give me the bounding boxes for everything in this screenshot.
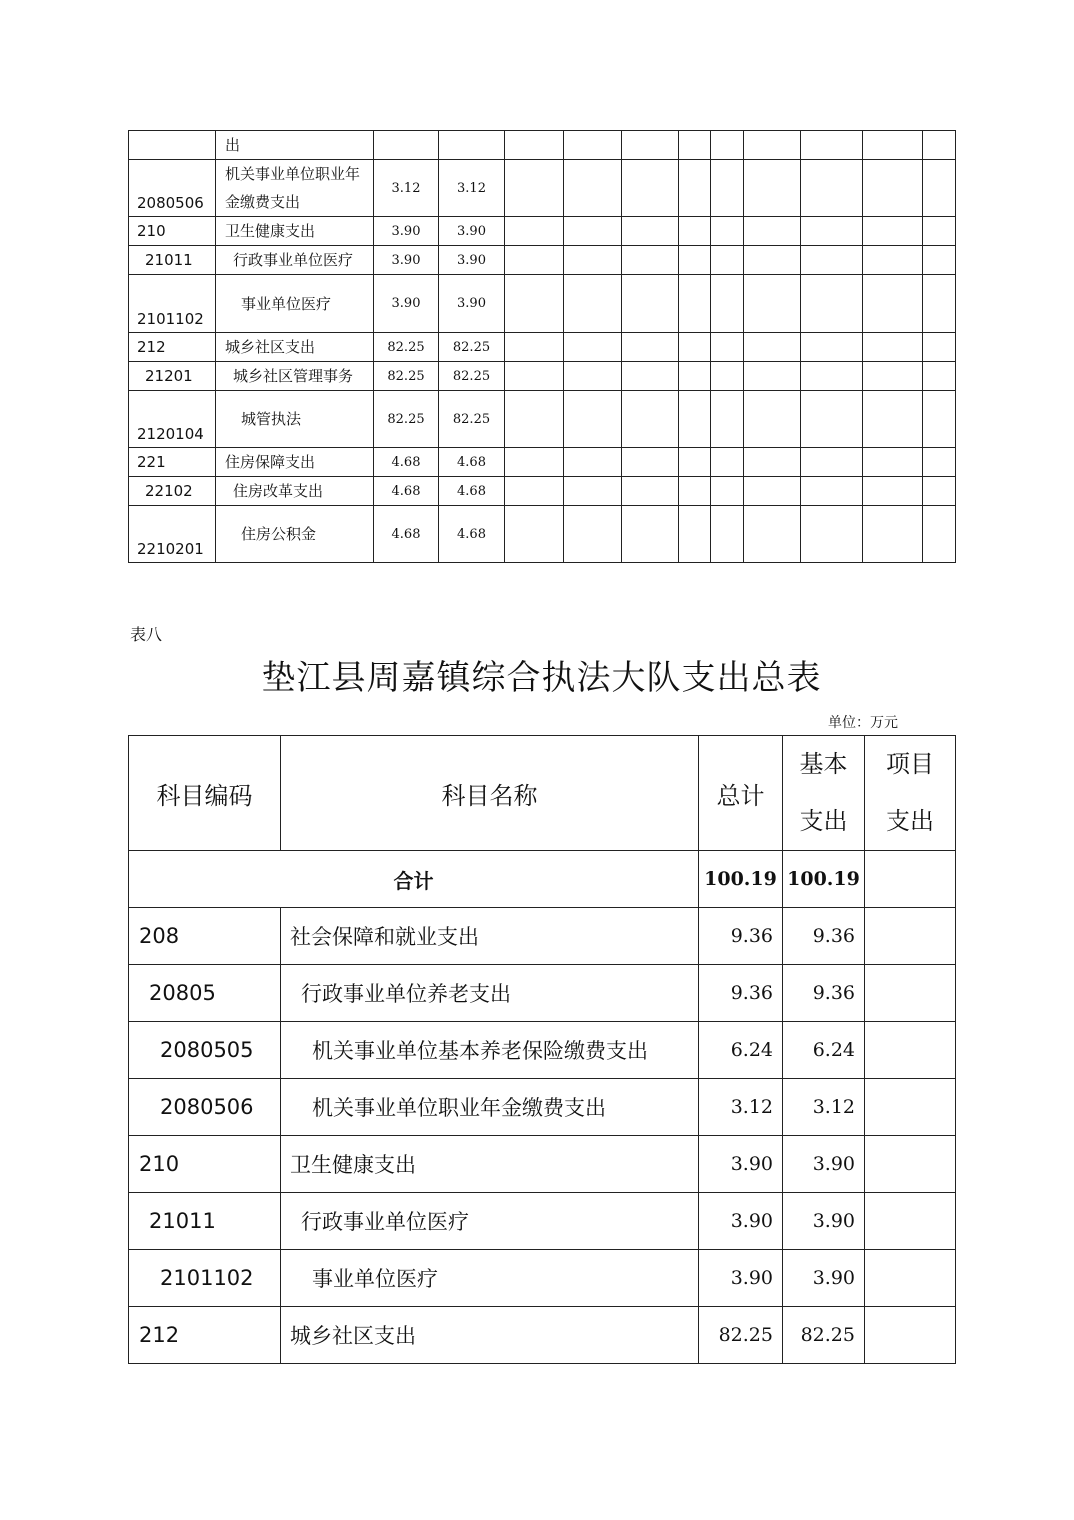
table-row — [129, 333, 956, 362]
account-code — [129, 131, 216, 160]
table-row — [129, 362, 956, 391]
account-code: 2101102 — [129, 275, 216, 333]
total-row — [129, 851, 956, 908]
header-name: 科目名称 — [281, 736, 699, 851]
amount-cell: 3.12 — [439, 160, 505, 217]
table-row — [129, 448, 956, 477]
table-row — [129, 131, 956, 160]
account-code: 210 — [129, 1136, 281, 1193]
basic-amount: 9.36 — [783, 908, 865, 965]
account-name: 城乡社区支出 — [216, 333, 374, 362]
total-amount: 3.90 — [699, 1136, 783, 1193]
amount-cell: 4.68 — [439, 506, 505, 563]
account-name: 城乡社区支出 — [281, 1307, 699, 1364]
amount-cell: 3.90 — [439, 275, 505, 333]
table-row — [129, 506, 956, 563]
amount-cell: 3.90 — [374, 275, 439, 333]
table-row — [129, 1079, 956, 1136]
account-name: 出 — [216, 131, 374, 160]
table-row — [129, 391, 956, 448]
account-name: 卫生健康支出 — [281, 1136, 699, 1193]
total-amount: 3.90 — [699, 1193, 783, 1250]
total-amount: 3.90 — [699, 1250, 783, 1307]
table-row — [129, 965, 956, 1022]
amount-cell: 4.68 — [374, 477, 439, 506]
basic-amount: 6.24 — [783, 1022, 865, 1079]
header-project — [865, 736, 956, 851]
account-name: 社会保障和就业支出 — [281, 908, 699, 965]
account-code: 21201 — [129, 362, 216, 391]
account-code: 2080505 — [129, 1022, 281, 1079]
account-name: 事业单位医疗 — [281, 1250, 699, 1307]
table-row — [129, 1250, 956, 1307]
total-amount: 3.12 — [699, 1079, 783, 1136]
amount-cell: 82.25 — [374, 333, 439, 362]
total-amount: 9.36 — [699, 965, 783, 1022]
expenditure-summary-table — [128, 735, 956, 1364]
account-code: 21011 — [129, 1193, 281, 1250]
project-amount — [865, 1307, 956, 1364]
amount-cell: 4.68 — [439, 477, 505, 506]
basic-amount: 9.36 — [783, 965, 865, 1022]
amount-cell: 82.25 — [374, 362, 439, 391]
account-name: 事业单位医疗 — [216, 275, 374, 333]
table-row — [129, 275, 956, 333]
account-code: 221 — [129, 448, 216, 477]
account-name: 机关事业单位基本养老保险缴费支出 — [281, 1022, 699, 1079]
amount-cell: 4.68 — [374, 448, 439, 477]
total-basic-amount: 100.19 — [783, 851, 865, 908]
account-name: 行政事业单位养老支出 — [281, 965, 699, 1022]
amount-cell: 82.25 — [439, 333, 505, 362]
account-code: 212 — [129, 333, 216, 362]
project-amount — [865, 965, 956, 1022]
project-amount — [865, 1193, 956, 1250]
basic-amount: 3.90 — [783, 1193, 865, 1250]
table-row — [129, 477, 956, 506]
header-row — [129, 736, 956, 851]
account-code: 21011 — [129, 246, 216, 275]
total-amount: 6.24 — [699, 1022, 783, 1079]
amount-cell: 4.68 — [439, 448, 505, 477]
table-row — [129, 160, 956, 217]
account-code: 2080506 — [129, 160, 216, 217]
total-amount: 82.25 — [699, 1307, 783, 1364]
amount-cell: 82.25 — [439, 391, 505, 448]
account-code: 2101102 — [129, 1250, 281, 1307]
table-row — [129, 1307, 956, 1364]
amount-cell: 3.90 — [439, 217, 505, 246]
account-code: 2120104 — [129, 391, 216, 448]
account-name: 机关事业单位职业年金缴费支出 — [216, 160, 374, 217]
account-name: 住房公积金 — [216, 506, 374, 563]
total-project-amount — [865, 851, 956, 908]
table-row — [129, 1193, 956, 1250]
project-amount — [865, 1022, 956, 1079]
amount-cell: 3.90 — [374, 217, 439, 246]
account-name: 住房改革支出 — [216, 477, 374, 506]
account-code: 2080506 — [129, 1079, 281, 1136]
account-name: 住房保障支出 — [216, 448, 374, 477]
account-name: 卫生健康支出 — [216, 217, 374, 246]
total-amount: 9.36 — [699, 908, 783, 965]
header-basic-line2: 支出 — [799, 807, 848, 835]
unit-label: 单位：万元 — [828, 715, 898, 731]
account-code: 210 — [129, 217, 216, 246]
account-name: 行政事业单位医疗 — [216, 246, 374, 275]
account-name: 行政事业单位医疗 — [281, 1193, 699, 1250]
basic-amount: 3.90 — [783, 1136, 865, 1193]
total-label: 合计 — [129, 851, 699, 908]
account-name: 城管执法 — [216, 391, 374, 448]
project-amount — [865, 908, 956, 965]
header-project-line2: 支出 — [886, 807, 934, 835]
table-row — [129, 217, 956, 246]
account-code: 22102 — [129, 477, 216, 506]
table-label: 表八 — [130, 625, 163, 644]
basic-amount: 3.90 — [783, 1250, 865, 1307]
page-title: 垫江县周嘉镇综合执法大队支出总表 — [261, 658, 822, 698]
amount-cell — [374, 131, 439, 160]
table-row — [129, 908, 956, 965]
account-code: 212 — [129, 1307, 281, 1364]
account-code: 2210201 — [129, 506, 216, 563]
account-name: 机关事业单位职业年金缴费支出 — [281, 1079, 699, 1136]
header-code: 科目编码 — [129, 736, 281, 851]
header-project-line1: 项目 — [886, 750, 934, 778]
header-total: 总计 — [699, 736, 783, 851]
header-basic — [783, 736, 865, 851]
header-basic-line1: 基本 — [799, 750, 848, 778]
amount-cell: 3.12 — [374, 160, 439, 217]
project-amount — [865, 1136, 956, 1193]
project-amount — [865, 1079, 956, 1136]
table-row — [129, 1022, 956, 1079]
basic-amount: 82.25 — [783, 1307, 865, 1364]
account-code: 20805 — [129, 965, 281, 1022]
total-amount: 100.19 — [699, 851, 783, 908]
amount-cell: 3.90 — [374, 246, 439, 275]
amount-cell: 82.25 — [439, 362, 505, 391]
amount-cell: 3.90 — [439, 246, 505, 275]
amount-cell — [439, 131, 505, 160]
basic-amount: 3.12 — [783, 1079, 865, 1136]
project-amount — [865, 1250, 956, 1307]
table-row — [129, 246, 956, 275]
amount-cell: 4.68 — [374, 506, 439, 563]
budget-table-continued — [128, 130, 956, 563]
amount-cell: 82.25 — [374, 391, 439, 448]
account-code: 208 — [129, 908, 281, 965]
table-row — [129, 1136, 956, 1193]
account-name: 城乡社区管理事务 — [216, 362, 374, 391]
